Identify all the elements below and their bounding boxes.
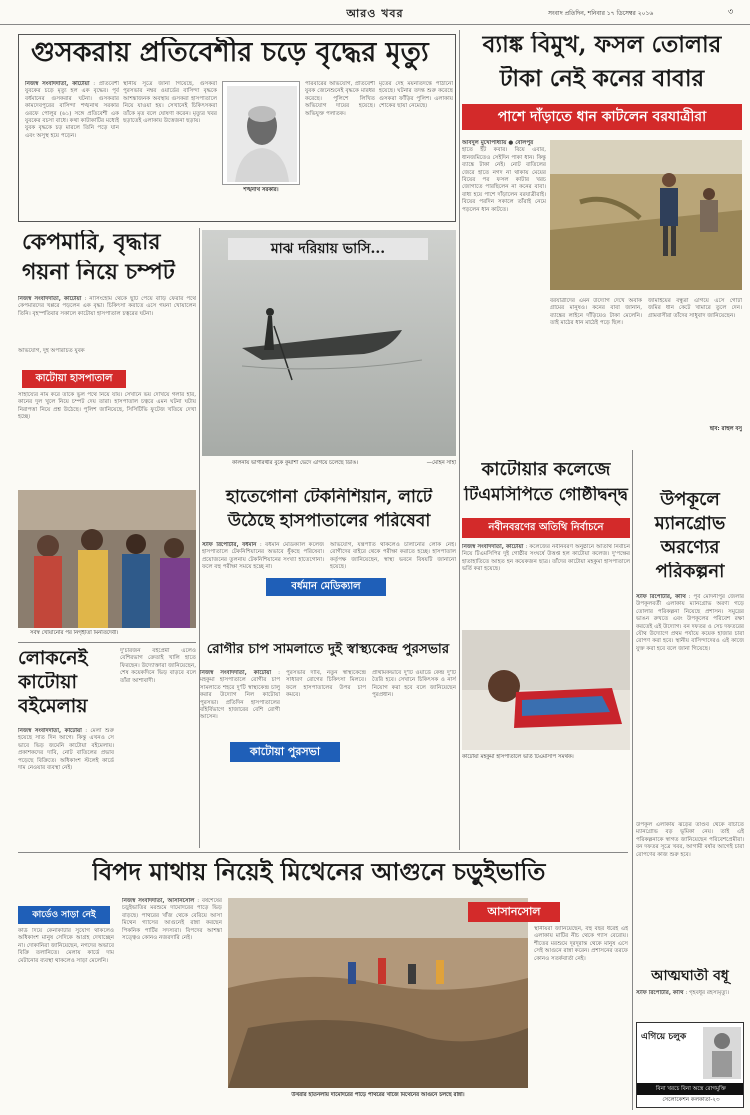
portrait-caption: শঙ্খনাথ সরকার। (243, 187, 279, 193)
article-col-2: পুরসভার দাবি, নতুন স্বাস্থ্যকেন্দ্রে সাধারণ রোগের চিকিৎসা মিলবে। ফলে হাসপাতালের উপর চাপ কমবে। (286, 670, 366, 699)
article-col-left: কার্ড দিয়ে কেনাকাটার সুযোগ থাকলেও অধিকাংশ মানুষ সেদিকে আগ্রহ দেখাচ্ছেন না। দোকানিরা জানিয়েছেন, নগদের অভাবে বিক্রি তলানিতে। মেলায় কার্ডে দাম মেটানোর ব্যবস্থা থাকলেও সাড়া মেলেনি। (18, 928, 114, 964)
crowd-image (18, 490, 196, 628)
body-text: : প্রতিবেশী যুবকের চড়ে মৃত্যু হল এক বৃদ্ধের। পূর্ব বর্ধমানের গুসকরার ঘটনা। গুসকরার কামদেবপুরের বাসিন্দা শঙ্খনাথ সরকার ওরফে পোলুর (৬১) সঙ্গে প্রতিবেশী এক যুবকের বচসা বাধে। কথা কাটাকাটির মধ্যেই যুবক বৃদ্ধকে চড় মারলে তিনি পড়ে যান এবং অসুস্থ হয়ে পড়েন। (25, 81, 119, 139)
page-header (0, 0, 750, 24)
section-tag-left: কার্ডেও সাড়া নেই (18, 906, 110, 924)
methane-image (228, 898, 528, 1088)
article-col-1 (122, 898, 222, 1108)
headline-line-4: পরিকল্পনা (655, 562, 725, 582)
river-photo (202, 230, 456, 456)
story-suicide (636, 968, 744, 1018)
headline: বিপদ মাথায় নিয়েই মিথেনের আগুনে চড়ুইভাতি (92, 858, 546, 886)
body-text: : বর্ধমান মেডিক্যাল কলেজ হাসপাতালে টেকনিশিয়ানের অভাবে ধুঁকছে পরিষেবা। প্রয়োজনের তুলনায় টেকনিশিয়ানের সংখ্যা হাতেগোনা। ফলে বহু পরীক্ষা সময়ে হচ্ছে না। (202, 542, 324, 571)
crowd-photo-caption: সর্বস্ব খোয়ানোর পর নিগৃহীতা মিনতিদেবী। (30, 630, 119, 636)
headline: রোগীর চাপ সামলাতে দুই স্বাস্থ্যকেন্দ্র পুরসভার (206, 642, 450, 657)
portrait-image (223, 82, 300, 185)
headline-line-1: উপকূলে (660, 490, 720, 510)
methane-photo-caption: উখরার হাতনলায় দামোদরের পাড়ে পাথরের খাঁজে মিথেনের আগুনে চলছে রান্না। (291, 1092, 465, 1098)
article-col-3: প্রাথমিকভাবে দু'টি ওয়ার্ডে কেন্দ্র দু'টি তৈরি হবে। সেখানে চিকিৎসক ও নার্স নিয়োগ করা হবে বলে জানিয়েছেন পুরপ্রধান। (372, 670, 456, 699)
body-text: : পূর্ব মেদিনীপুর জেলার উপকূলবর্তী এলাকায় ম্যানগ্রোভ অরণ্য গড়ে তোলার পরিকল্পনা নিয়েছে প্রশাসন। সমুদ্রের ভাঙন রুখতে এবং উপকূলের পরিবেশ রক্ষা করতেই এই উদ্যোগ। বন দফতর ও সেচ দফতরের যৌথ উদ্যোগে প্রথম পর্যায়ে কয়েক হাজার চারা রোপণ করা হবে। স্থানীয় বাসিন্দাদেরও এই কাজে যুক্ত করা হবে বলে জানা গিয়েছে। (636, 594, 744, 652)
byline: নিজস্ব সংবাদদাতা, কাটোয়া (462, 544, 524, 550)
advert-figure (703, 1027, 741, 1079)
subhead-banner: নবীনবরণের অতিথি নির্বাচনে (462, 518, 630, 538)
headline: গুসকরায় প্রতিবেশীর চড়ে বৃদ্ধের মৃত্যু (31, 37, 429, 68)
methane-photo (228, 898, 528, 1088)
article-col-1 (462, 544, 630, 626)
headline-line-2: কাটোয়া (18, 672, 78, 693)
divider (18, 642, 196, 643)
photo-feature-river (202, 230, 456, 480)
story-methane (18, 858, 628, 1108)
body-text: হাতে ইঁট কবার। বিয়ে এবার, ধানজমিতেও সেইদিন পাকা ধান। কিন্তু ব্যাঙ্কে টাকা নেই। নোট বাতিলের জেরে হাতে নগদ না থাকায় মেয়ের বিয়ের পর ফসল কাটার খরচ জোগাতে পারছিলেন না কনের বাবা। বাধ্য হয়ে পাশে দাঁড়ালেন বরযাত্রীরাই। বিয়ের পরদিন সকালে তাঁরাই নেমে পড়লেন ধান কাটতে। (462, 147, 546, 213)
headline-line-2: গয়না নিয়ে চম্পট (22, 260, 175, 285)
byline: আবদুল মুখোপাধ্যায় ● বোলপুর (462, 140, 534, 146)
byline: নিজস্ব সংবাদদাতা, কাটোয়া (25, 81, 90, 87)
byline: স্টাফ রিপোর্টার, বর্ধমান (202, 542, 257, 548)
body-text: : গৃহবধূর রহস্যমৃত্যু। (685, 990, 730, 996)
patient-photo-caption: কাটোয়া মহকুমা হাসপাতালে ভর্তি টিএমসিপি সমর্থক। (462, 754, 574, 760)
story-mangrove (636, 490, 744, 820)
article-col-2: অভিযোগ, দুই অপরিচিত যুবক (18, 348, 85, 354)
advert-image (703, 1027, 741, 1079)
feature-credit: —মোহন সাহা (426, 460, 456, 466)
article-body (18, 728, 114, 848)
story-health-centres-block (200, 642, 456, 850)
article-col-3: জামাইয়ের বন্ধুরা এগিয়ে এসে গোটা জমির ধান কেটে খামারে তুলে দেন। গ্রামবাসীরা তাঁদের সাধুবাদ জানিয়েছেন। (648, 298, 742, 319)
story-boimela (18, 648, 114, 848)
advert-line-2: বিনা খরচে বিনা অস্ত্রে রোগমুক্তি (637, 1083, 744, 1095)
headline-line-2: টিএমসিপিতে গোষ্ঠীদ্বন্দ্ব (464, 486, 628, 505)
story-technician (202, 488, 456, 638)
headline-line-1: হাতেগোনা টেকনিশিয়ান, লাটে (226, 488, 432, 507)
story-college (462, 460, 630, 794)
harvest-image (550, 140, 742, 290)
section-tag: বর্ধমান মেডিক্যাল (266, 578, 386, 596)
section-tag-right: আসানসোল (468, 902, 560, 922)
byline: নিজস্ব সংবাদদাতা, কাটোয়া (18, 296, 82, 302)
section-tag: কাটোয়া হাসপাতাল (22, 370, 126, 388)
harvest-photo (550, 140, 742, 290)
body-text: : কলেজের নবীনবরণ অনুষ্ঠানে অতিথি নির্বাচন নিয়ে টিএমসিপির দুই গোষ্ঠীর সংঘর্ষে উত্তপ্ত হল কাটোয়া কলেজ। দু'পক্ষের হাতাহাতিতে আহত হন কয়েকজন ছাত্র। তাঁদের কাটোয়া মহকুমা হাসপাতালে ভর্তি করা হয়েছে। (462, 544, 630, 573)
story-gushkara (18, 34, 456, 222)
article-col-3: সাহায্যের নাম করে তাঁকে ভুল পথে নিয়ে যায়। সেখানে ভয় দেখিয়ে গলার হার, কানের দুল খুলে নিয়ে চম্পট দেয় তারা। হাসপাতাল চত্বরে এমন ঘটনা ঘটায় নিরাপত্তা নিয়ে প্রশ্ন উঠেছে। পুলিশ জানিয়েছে, সিসিটিভি ফুটেজ খতিয়ে দেখা হচ্ছে। (18, 392, 196, 421)
feature-caption: কালনায় ভাগীরথীর বুকে কুয়াশা ভেদে এগিয়ে চলেছে ডিঙি। (232, 460, 359, 466)
headline-line-1: লোকনেই (18, 648, 88, 669)
story-kepmari (18, 230, 196, 480)
body-text: : মহকুমা হাসপাতালে রোগীর চাপ সামলাতে শহরে দু'টি স্বাস্থ্যকেন্দ্র চালু করার উদ্যোগ নিল কাটোয়া পুরসভা। প্রতিদিন হাসপাতালের বহির্বিভাগে হাজারের বেশি রোগী আসেন। (200, 670, 280, 721)
page-number: ৩ (728, 7, 734, 16)
headline-line-2: ম্যানগ্রোভ (654, 514, 726, 534)
article-col-2: অভিযোগ, যন্ত্রপাতি থাকলেও চালানোর লোক নেই। রোগীদের বাইরে থেকে পরীক্ষা করাতে হচ্ছে। হাসপাতাল কর্তৃপক্ষ জানিয়েছেন, স্বাস্থ্য ভবনে বিষয়টি জানানো হয়েছে। (330, 542, 456, 571)
story-boimela-col-2: দু'চারজন বইপ্রেমী এলেও বেশিরভাগ ক্রেতাই খালি হাতে ফিরছেন। উদ্যোক্তারা জানিয়েছেন, শেষ কয়েকদিনে ভিড় বাড়বে বলে তাঁরা আশাবাদী। (120, 648, 196, 684)
headline-line-2: উঠেছে হাসপাতালের পরিষেবা (227, 512, 431, 531)
advertisement (636, 1022, 744, 1108)
divider (18, 852, 628, 853)
byline: স্টাফ রিপোর্টার, কাঁথি (636, 594, 686, 600)
body-text: : বর্ষশেষের চড়ুইভাতির মরশুমে দামোদরের পাড়ে ভিড় বাড়ছে। পাথরের খাঁজ থেকে বেরিয়ে আসা মিথেন গ্যাসের আগুনেই রান্না করছেন পিকনিক পার্টির সদস্যরা। বিপদের আশঙ্কা সত্ত্বেও কোনও নজরদারি নেই। (122, 898, 222, 942)
article-body (636, 990, 744, 1018)
river-image (202, 230, 456, 456)
photo-credit: ছবি: রাহুল বসু (709, 426, 742, 432)
headline-line-1: ব্যাঙ্ক বিমুখ, ফসল তোলার (482, 32, 722, 58)
header-rule (0, 24, 750, 25)
body-text: : মেলা শুরু হয়েছে সাত দিন আগে। কিন্তু এখনও সে ভাবে ভিড় জমেনি কাটোয়া বইমেলায়। প্রকাশকদের দাবি, নোট বাতিলের প্রভাব পড়েছে বিক্রিতে। অধিকাংশ স্টলেই কার্ডে দাম নেওয়ার ব্যবস্থা নেই। (18, 728, 114, 772)
headline-line-1: কেপমারি, বৃদ্ধার (22, 230, 161, 255)
story-mangrove-continued: উপকূল এলাকায় ঝড়ের তাণ্ডব থেকে বাঁচাতে ম্যানগ্রোভ বড় ভূমিকা নেয়। তাই এই পরিকল্পনাকে স্বাগত জানিয়েছেন পরিবেশপ্রেমীরা। বন দফতর সূত্রে খবর, আগামী বর্ষার আগেই চারা রোপণের কাজ শুরু হবে। (636, 822, 744, 858)
byline: নিজস্ব সংবাদদাতা, কাটোয়া (18, 728, 82, 734)
crowd-photo (18, 490, 196, 628)
article-col-right: স্থানীয়রা জানিয়েছেন, বহু বছর ধরেই এই এলাকায় মাটির নীচ থেকে গ্যাস বেরোয়। শীতের মরশুমে দূরদূরান্ত থেকে মানুষ এসে সেই আগুনে রান্না করেন। প্রশাসনের তরফে কোনও সতর্কবার্তা নেই। (534, 926, 628, 962)
article-col-1 (18, 296, 196, 346)
headline-line-3: বইমেলায় (18, 696, 88, 717)
date-line: সংবাদ প্রতিদিন, শনিবার ১৭ ডিসেম্বর ২০১৬ (548, 10, 654, 17)
column-rule (459, 30, 460, 850)
column-rule (199, 228, 200, 848)
article-col-2: বরযাত্রীদের এমন উদ্যোগ দেখে অবাক গ্রামের মানুষও। কনের বাবা জানান, ব্যাঙ্কের লাইনে দাঁড়িয়েও টাকা মেলেনি। তাই মাঠের ধান মাঠেই পড়ে ছিল। (550, 298, 642, 327)
article-col-2: স্থানীয় সূত্রে জানা গিয়েছে, গুসকরা পুরসভার নম্বর ওয়ার্ডের বাসিন্দা বৃদ্ধকে আশঙ্কাজনক অবস্থায় গুসকরা হাসপাতালে নিয়ে যাওয়া হয়। সেখানেই চিকিৎসকরা তাঁকে মৃত বলে ঘোষণা করেন। মৃত্যুর খবর ছড়াতেই এলাকায় উত্তেজনা ছড়ায়। (123, 81, 217, 125)
advert-line-1: এগিয়ে চলুক (641, 1032, 687, 1042)
headline-line-3: অরণ্যের (660, 538, 720, 558)
byline: স্টাফ রিপোর্টার, কাঁথি (636, 990, 684, 996)
portrait-photo (222, 81, 300, 185)
patient-photo (462, 630, 630, 750)
byline: নিজস্ব সংবাদদাতা, কাটোয়া (200, 670, 272, 676)
story-bank-farmer (462, 32, 742, 442)
body-text: : নার্সিংহোম থেকে ছুটি পেয়ে বাড়ি ফেরার পথে কেপমারদের খপ্পরে পড়লেন এক বৃদ্ধা। চিকিৎসা করাতে এসে গয়না খোয়ালেন তিনি। বৃহস্পতিবার সকালে কাটোয়া হাসপাতাল চত্বরের ঘটনা। (18, 296, 196, 317)
headline: আত্মঘাতী বধূ (651, 968, 729, 984)
section-tag: কাটোয়া পুরসভা (230, 742, 340, 762)
feature-title: মাঝ দরিয়ায় ভাসি... (228, 238, 428, 260)
article-col-4: মৃতের দেহ ময়নাতদন্তে পাঠানো হয়েছে। ঘটনার তদন্ত শুরু করেছে গুসকরা ফাঁড়ির পুলিশ। এলাকায় শোকের ছায়া নেমেছে। (379, 81, 453, 110)
column-rule (632, 450, 633, 1110)
byline: নিজস্ব সংবাদদাতা, আসানসোল (122, 898, 195, 904)
headline-line-1: কাটোয়ার কলেজে (481, 460, 611, 480)
advert-line-3: সেলোকেশন কলকাতা-২৩ (662, 1097, 720, 1103)
article-col-3: পরিবারের অভিযোগ, প্রতিবেশী যুবক জেনেশুনেই বৃদ্ধকে মারধর করেছে। পুলিশে লিখিত অভিযোগ দায়ের হয়েছে। অভিযুক্ত পলাতক। (305, 81, 375, 117)
article-col-1 (25, 81, 119, 217)
headline-line-2: টাকা নেই কনের বাবার (499, 66, 705, 92)
subhead-banner: পাশে দাঁড়াতে ধান কাটলেন বরযাত্রীরা (462, 104, 742, 130)
article-col-1 (462, 140, 546, 440)
patient-image (462, 630, 630, 750)
section-label: আরও খবর (346, 7, 404, 20)
article-body (636, 594, 744, 820)
